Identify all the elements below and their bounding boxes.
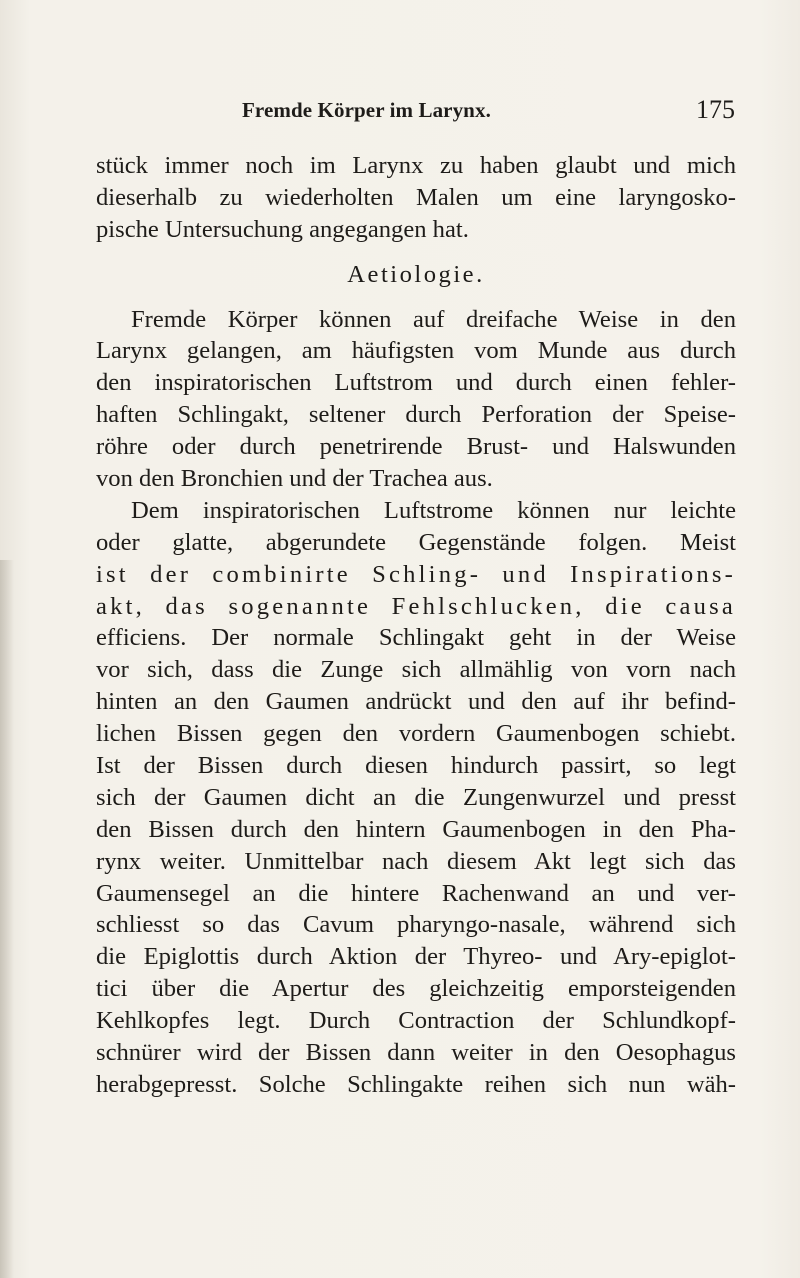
text-line: die Epiglottis durch Aktion der Thyreo- und Ary-epiglot-: [96, 943, 736, 971]
text-line: von den Bronchien und der Trachea aus.: [96, 465, 493, 493]
text-line: pische Untersuchung angegangen hat.: [96, 215, 469, 243]
page-header: [95, 95, 735, 138]
text-line: den Bissen durch den hintern Gaumenbogen in den Pha-: [96, 815, 736, 843]
text-line: vor sich, dass die Zunge sich allmählig von vorn nach: [96, 656, 736, 684]
text-line: stück immer noch im Larynx zu haben glaubt und mich: [96, 152, 736, 179]
text-line: akt, das sogenannte Fehlschlucken, die causa: [96, 592, 736, 620]
text-line: lichen Bissen gegen den vordern Gaumenbogen schiebt.: [96, 720, 736, 748]
text-line: Larynx gelangen, am häufigsten vom Munde aus durch: [96, 337, 736, 365]
text-line: haften Schlingakt, seltener durch Perforation der Speise-: [96, 401, 736, 429]
text-line: tici über die Apertur des gleichzeitig emporsteigenden: [96, 975, 736, 1003]
text-line: hinten an den Gaumen andrückt und den auf ihr befind-: [96, 688, 736, 716]
text-line: schnürer wird der Bissen dann weiter in den Oesophagus: [96, 1039, 736, 1067]
text-line: efficiens. Der normale Schlingakt geht in der Weise: [96, 624, 736, 652]
text-line: sich der Gaumen dicht an die Zungenwurzel und presst: [96, 783, 736, 811]
text-line: Gaumensegel an die hintere Rachenwand an und ver-: [96, 879, 736, 907]
text-line: Ist der Bissen durch diesen hindurch passirt, so legt: [96, 752, 736, 780]
text-line: schliesst so das Cavum pharyngo-nasale, während sich: [96, 911, 736, 939]
text-line: Fremde Körper können auf dreifache Weise in den: [131, 305, 736, 333]
binding-shadow: [0, 560, 14, 1278]
text-line: oder glatte, abgerundete Gegenstände folgen. Meist: [96, 528, 736, 556]
text-line: den inspiratorischen Luftstrom und durch einen fehler-: [96, 369, 736, 397]
running-title: Fremde Körper im Larynx.: [242, 98, 491, 122]
text-line: herabgepresst. Solche Schlingakte reihen sich nun wäh-: [96, 1070, 736, 1098]
text-line: rynx weiter. Unmittelbar nach diesem Akt legt sich das: [96, 847, 736, 875]
text-line: Dem inspiratorischen Luftstrome können nur leichte: [131, 496, 736, 524]
text-line: Kehlkopfes legt. Durch Contraction der Schlundkopf-: [96, 1007, 736, 1035]
body-text: [96, 150, 736, 1101]
text-line: ist der combinirte Schling- und Inspirations-: [96, 560, 736, 588]
page-number: 175: [696, 95, 735, 124]
text-line: röhre oder durch penetrirende Brust- und Halswunden: [96, 433, 736, 461]
text-line: dieserhalb zu wiederholten Malen um eine laryngosko-: [96, 183, 736, 211]
section-heading: Aetiologie.: [347, 260, 485, 288]
